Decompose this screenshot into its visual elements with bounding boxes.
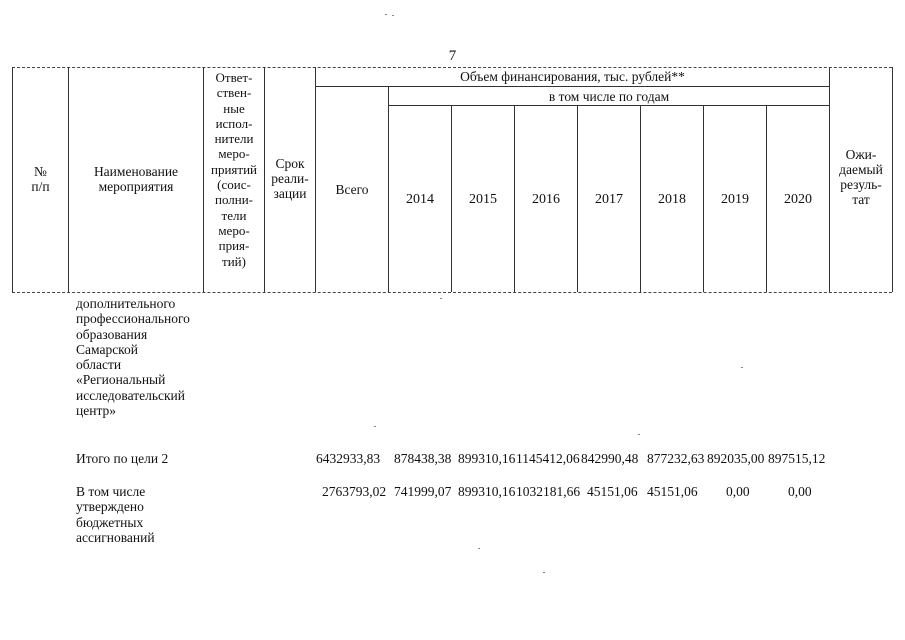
row-value-2014: 878438,38 xyxy=(394,451,452,466)
row-value-2017: 45151,06 xyxy=(587,484,638,499)
header-funding-title: Объем финансирования, тыс. рублей** xyxy=(460,69,685,84)
row-total-value: 2763793,02 xyxy=(322,484,387,499)
header-number-column: № п/п xyxy=(31,164,50,194)
header-year-2015: 2015 xyxy=(469,192,497,207)
row-value-2016: 1032181,66 xyxy=(516,484,581,499)
header-by-years: в том числе по годам xyxy=(548,89,670,104)
header-year-2020: 2020 xyxy=(784,192,812,207)
row-value-2014: 741999,07 xyxy=(394,484,452,499)
row-label: Итого по цели 2 xyxy=(76,451,169,466)
row-value-2019: 0,00 xyxy=(726,484,750,499)
row-label: В том числе утверждено бюджетных ассигнований xyxy=(76,484,155,545)
header-term-column: Срок реали- зации xyxy=(271,156,309,201)
header-total-column: Всего xyxy=(335,182,369,197)
row-value-2015: 899310,16 xyxy=(458,484,516,499)
header-result-column: Ожи- даемый резуль- тат xyxy=(839,147,883,207)
row-value-2019: 892035,00 xyxy=(707,451,765,466)
header-year-2019: 2019 xyxy=(721,192,749,207)
row-total-value: 6432933,83 xyxy=(316,451,381,466)
page-number: 7 xyxy=(448,48,457,64)
row-value-2018: 45151,06 xyxy=(647,484,698,499)
row-value-2020: 0,00 xyxy=(788,484,812,499)
row-value-2016: 1145412,06 xyxy=(516,451,580,466)
row-value-2017: 842990,48 xyxy=(581,451,639,466)
row-value-2015: 899310,16 xyxy=(458,451,516,466)
row-value-2018: 877232,63 xyxy=(647,451,705,466)
header-year-2014: 2014 xyxy=(406,192,434,207)
header-year-2017: 2017 xyxy=(595,192,623,207)
header-responsible-column: Ответ- ствен- ные испол- нители меро- приятий (соис- полни- тели меро- прия- тий) xyxy=(211,70,257,269)
activity-description-continuation: дополнительного профессионального образования Самарской области «Региональный исследовательский центр» xyxy=(76,296,190,419)
header-year-2016: 2016 xyxy=(532,192,560,207)
header-year-2018: 2018 xyxy=(658,192,686,207)
header-name-column: Наименование мероприятия xyxy=(93,164,179,194)
row-value-2020: 897515,12 xyxy=(768,451,826,466)
